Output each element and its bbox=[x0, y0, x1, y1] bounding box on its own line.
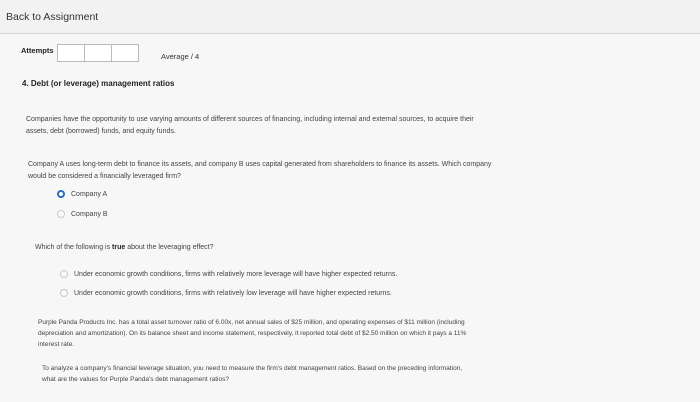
analyze-line: To analyze a company's financial leverage situation, you need to measure the firm's debt management ratios. Based on the preceding information, bbox=[42, 365, 463, 372]
question-1-text bbox=[28, 159, 491, 183]
average-label: Average / 4 bbox=[161, 52, 200, 61]
attempt-box bbox=[58, 45, 85, 61]
option-label: Under economic growth conditions, firms with relatively low leverage will have higher expected returns. bbox=[74, 289, 392, 297]
panda-line: depreciation and amortization). On its balance sheet and income statement, respectively, it reported total debt of $2.50 million on which it pays a 11% bbox=[38, 330, 467, 337]
question-2-bold: true bbox=[112, 244, 126, 251]
question-1-line: Company A uses long-term debt to finance its assets, and company B uses capital generated from shareholders to finance its assets. Which company bbox=[28, 161, 492, 168]
attempts-indicator bbox=[57, 44, 139, 62]
intro-line: Companies have the opportunity to use varying amounts of different sources of financing, including internal and external sources, to acquire their bbox=[26, 116, 474, 123]
purple-panda-paragraph bbox=[38, 317, 466, 350]
radio-icon[interactable] bbox=[60, 289, 68, 297]
option-company-b[interactable] bbox=[57, 210, 108, 218]
radio-selected-icon[interactable] bbox=[57, 190, 65, 198]
intro-line: assets, debt (borrowed) funds, and equity funds. bbox=[26, 128, 176, 135]
question-2-suffix: about the leveraging effect? bbox=[125, 244, 214, 251]
attempt-box bbox=[85, 45, 112, 61]
option-more-leverage[interactable] bbox=[60, 270, 397, 278]
analyze-line: what are the values for Purple Panda's debt management ratios? bbox=[42, 376, 229, 383]
radio-icon[interactable] bbox=[57, 210, 65, 218]
top-bar bbox=[0, 0, 700, 34]
question-1-line: would be considered a financially leveraged firm? bbox=[28, 173, 181, 180]
option-company-a[interactable] bbox=[57, 190, 107, 198]
analyze-paragraph bbox=[42, 363, 462, 385]
question-2-prefix: Which of the following is bbox=[35, 244, 113, 251]
option-label: Under economic growth conditions, firms with relatively more leverage will have higher expected returns. bbox=[74, 270, 398, 278]
back-to-assignment-link[interactable]: Back to Assignment bbox=[6, 11, 99, 23]
radio-icon[interactable] bbox=[60, 270, 68, 278]
option-label: Company A bbox=[71, 190, 108, 198]
option-low-leverage[interactable] bbox=[60, 289, 392, 297]
panda-line: Purple Panda Products Inc. has a total asset turnover ratio of 6.00x, net annual sales of $25 million, and operating expenses of $11 million (including bbox=[38, 319, 465, 326]
attempts-label: Attempts bbox=[21, 46, 54, 55]
option-label: Company B bbox=[71, 210, 108, 218]
intro-paragraph bbox=[26, 114, 474, 138]
question-2-text bbox=[35, 242, 214, 254]
panda-line: interest rate. bbox=[38, 341, 75, 348]
question-title: 4. Debt (or leverage) management ratios bbox=[22, 79, 175, 88]
attempt-box bbox=[112, 45, 138, 61]
